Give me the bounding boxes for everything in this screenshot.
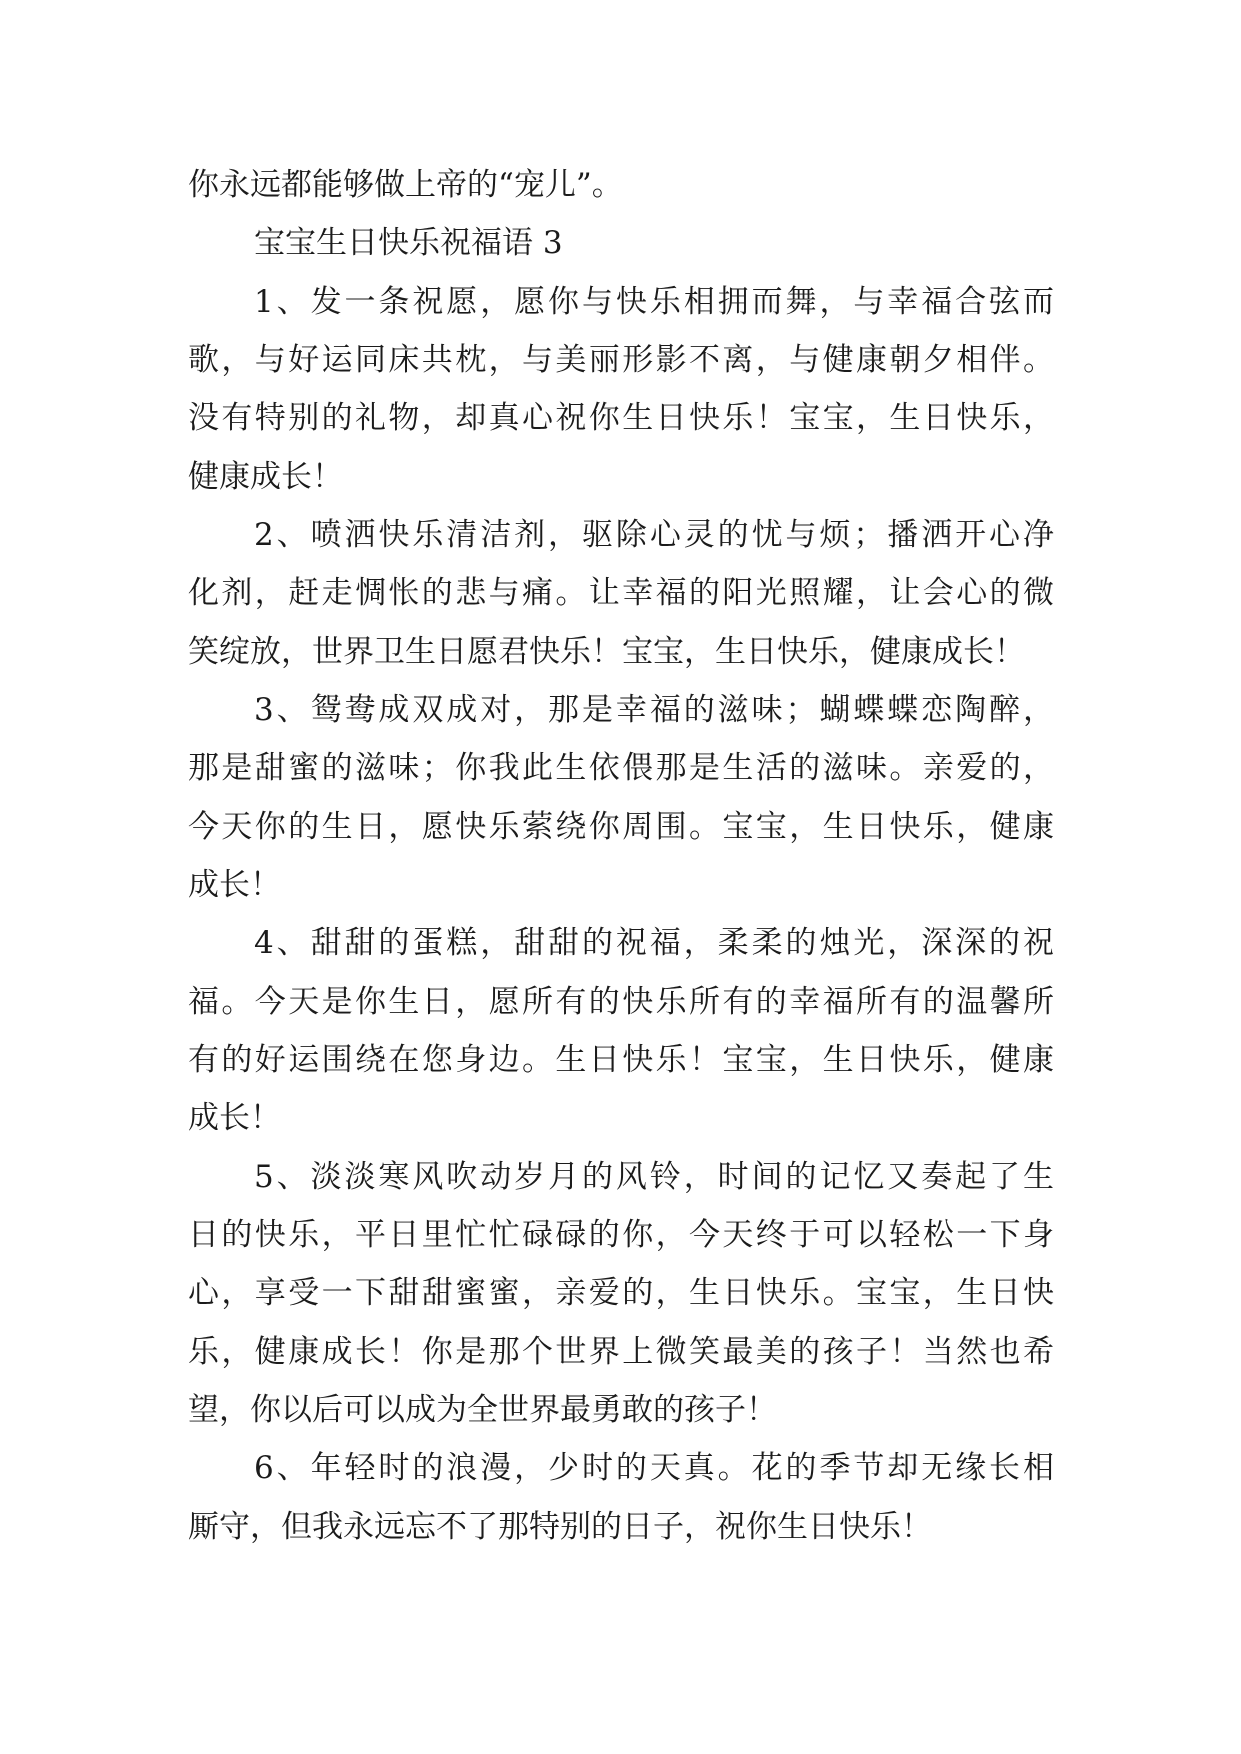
text-line: 乐，健康成长！你是那个世界上微笑最美的孩子！当然也希	[188, 1333, 1054, 1370]
text-line: 6、年轻时的浪漫，少时的天真。花的季节却无缘长相	[254, 1450, 1054, 1487]
list-item	[188, 1148, 1054, 1440]
section-heading: 宝宝生日快乐祝福语 3	[254, 225, 563, 262]
text-line: 成长！	[188, 866, 281, 903]
list-item	[188, 273, 1054, 506]
text-line: 厮守，但我永远忘不了那特别的日子，祝你生日快乐！	[188, 1508, 932, 1545]
wishes-list	[188, 273, 1054, 1556]
text-line: 4、甜甜的蛋糕，甜甜的祝福，柔柔的烛光，深深的祝	[254, 925, 1054, 962]
list-item	[188, 914, 1054, 1147]
text-line: 健康成长！	[188, 458, 343, 495]
text-line: 望，你以后可以成为全世界最勇敢的孩子！	[188, 1391, 777, 1428]
text-line: 笑绽放，世界卫生日愿君快乐！宝宝，生日快乐，健康成长！	[188, 633, 1025, 670]
text-line: 那是甜蜜的滋味；你我此生依偎那是生活的滋味。亲爱的，	[188, 750, 1054, 787]
text-block	[188, 156, 1054, 1556]
text-line: 成长！	[188, 1100, 281, 1137]
text-line: 今天你的生日，愿快乐萦绕你周围。宝宝，生日快乐，健康	[188, 808, 1054, 845]
text-line: 心，享受一下甜甜蜜蜜，亲爱的，生日快乐。宝宝，生日快	[188, 1275, 1054, 1312]
text-line: 化剂，赶走惆怅的悲与痛。让幸福的阳光照耀，让会心的微	[188, 575, 1054, 612]
text-line: 福。今天是你生日，愿所有的快乐所有的幸福所有的温馨所	[188, 983, 1054, 1020]
text-line: 歌，与好运同床共枕，与美丽形影不离，与健康朝夕相伴。	[188, 341, 1054, 378]
text-line: 没有特别的礼物，却真心祝你生日快乐！宝宝，生日快乐，	[188, 400, 1054, 437]
list-item	[188, 506, 1054, 681]
list-item	[188, 1439, 1054, 1556]
continuation-line: 你永远都能够做上帝的“宠儿”。	[188, 167, 623, 203]
text-line: 有的好运围绕在您身边。生日快乐！宝宝，生日快乐，健康	[188, 1041, 1054, 1078]
text-line: 1、发一条祝愿，愿你与快乐相拥而舞，与幸福合弦而	[254, 283, 1054, 320]
list-item	[188, 681, 1054, 914]
text-line: 5、淡淡寒风吹动岁月的风铃，时间的记忆又奏起了生	[254, 1158, 1054, 1195]
text-line: 3、鸳鸯成双成对，那是幸福的滋味；蝴蝶蝶恋陶醉，	[254, 691, 1054, 728]
text-line: 2、喷洒快乐清洁剂，驱除心灵的忧与烦；播洒开心净	[254, 516, 1054, 553]
text-line: 日的快乐，平日里忙忙碌碌的你，今天终于可以轻松一下身	[188, 1216, 1054, 1253]
